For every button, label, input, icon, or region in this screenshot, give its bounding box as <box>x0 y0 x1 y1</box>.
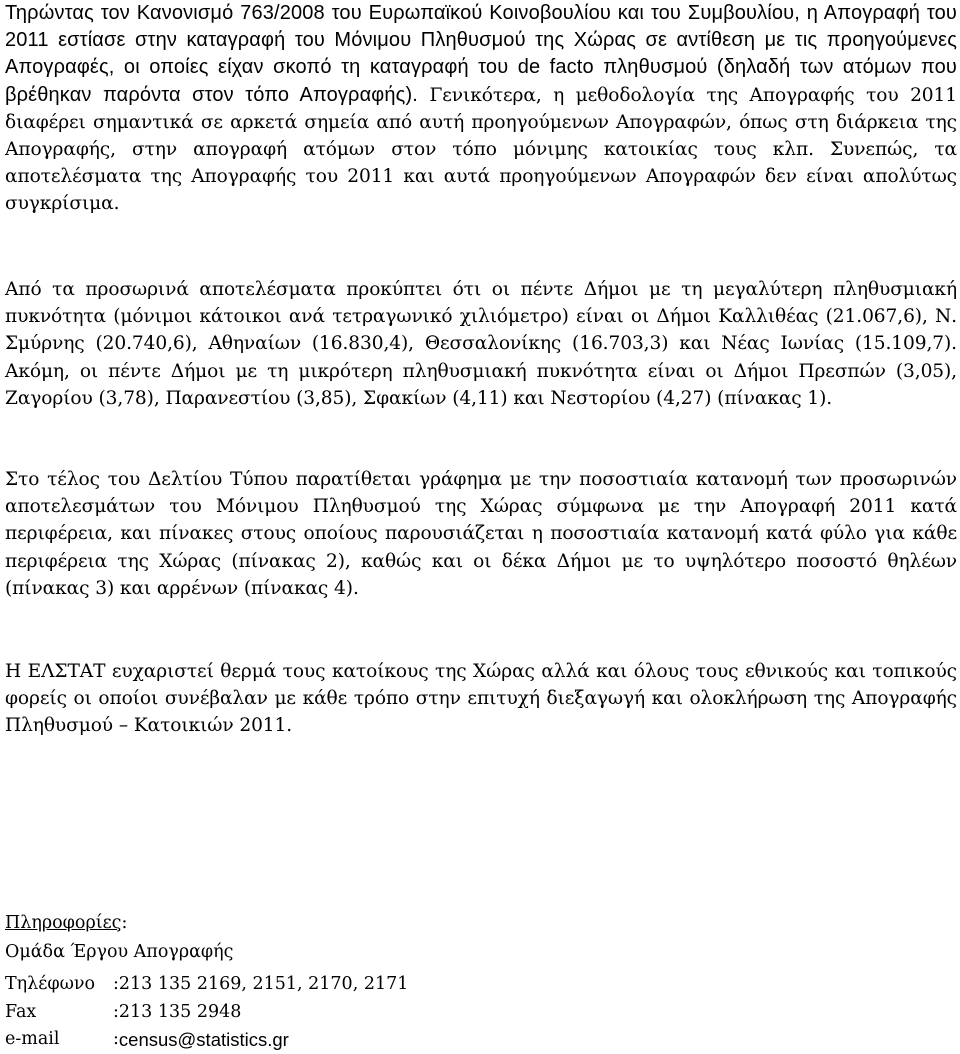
info-title-colon: : <box>121 913 128 933</box>
contact-email-link[interactable]: census@statistics.gr <box>118 1029 289 1050</box>
paragraph-press-release-contents: Στο τέλος του Δελτίου Τύπου παρατίθεται γράφημα με την ποσοστιαία κατανομή των προσωρινών αποτελεσμάτων του Μόνιμου Πληθυσμού της Χώρας σύμφωνα με την Απογραφή 2011 κατά περιφέρεια, και πίνακες στους οποίους παρουσιάζεται η ποσοστιαία κατανομή κατά φύλο για κάθε περιφέρεια της Χώρας (πίνακας 2), καθώς και οι δέκα Δήμοι με το υψηλότερο ποσοστό θηλέων (πίνακας 3) και αρρένων (πίνακας 4). <box>5 469 957 599</box>
paragraph-population-density: Από τα προσωρινά αποτελέσματα προκύπτει ότι οι πέντε Δήμοι με τη μεγαλύτερη πληθυσμιακή πυκνότητα (μόνιμοι κάτοικοι ανά τετραγωνικό χιλιόμετρο) είναι οι Δήμοι Καλλιθέας (21.067,6), Ν. Σμύρνης (20.740,6), Αθηναίων (16.830,4), Θεσσαλονίκης (16.703,3) και Νέας Ιωνίας (15.109,7). Ακόμη, οι πέντε Δήμοι με τη μικρότερη πληθυσμιακή πυκνότητα είναι οι Δήμοι Πρεσπών (3,05), Ζαγορίου (3,78), Παρανεστίου (3,85), Σφακίων (4,11) και Νεστορίου (4,27) (πίνακας 1). <box>5 279 957 409</box>
info-heading <box>5 910 408 936</box>
contact-label-email: e-mail <box>5 1029 60 1049</box>
contact-row-fax <box>5 999 408 1027</box>
paragraph-methodology-text: Γενικότερα, η μεθοδολογία της Απογραφής του 2011 διαφέρει σημαντικά σε αρκετά σημεία από αυτή προηγούμενων Απογραφών, όπως στη διάρκεια της Απογραφής, στην απογραφή ατόμων στον τόπο μόνιμης κατοικίας τους κλπ. Συνεπώς, τα αποτελέσματα της Απογραφής του 2011 και αυτά προηγούμενων Απογραφών δεν είναι απολύτως συγκρίσιμα. <box>5 84 957 215</box>
contact-row-email <box>5 1026 408 1054</box>
contact-info-block <box>5 910 408 1054</box>
paragraph-census-methodology <box>5 0 957 218</box>
paragraph-acknowledgements: Η ΕΛΣΤΑΤ ευχαριστεί θερμά τους κατοίκους της Χώρας αλλά και όλους τους εθνικούς και τοπικούς φορείς οι οποίοι συνέβαλαν με κάθε τρόπο στην επιτυχή διεξαγωγή και ολοκλήρωση της Απογραφής Πληθυσμού – Κατοικιών 2011. <box>5 661 957 737</box>
paragraph-regulation-text: Τηρώντας τον Κανονισμό 763/2008 του Ευρωπαϊκού Κοινοβουλίου και του Συμβουλίου, η Απογραφή του 2011 εστίασε στην καταγραφή του Μόνιμου Πληθυσμού της Χώρας σε αντίθεση με τις προηγούμενες Απογραφές, οι οποίες είχαν σκοπό τη καταγραφή του de facto πληθυσμού (δηλαδή των ατόμων που βρέθηκαν παρόντα στον τόπο Απογραφής). <box>5 2 957 106</box>
contact-value-fax: 213 135 2948 <box>118 1001 242 1022</box>
contact-separator: : <box>113 974 119 994</box>
contact-label-fax: Fax <box>5 1001 37 1022</box>
info-group-name: Ομάδα Έργου Απογραφής <box>5 942 234 962</box>
contact-separator: : <box>113 1029 119 1049</box>
contact-separator: : <box>113 1001 119 1022</box>
contact-row-phone <box>5 971 408 999</box>
contact-label-phone: Τηλέφωνο <box>5 974 96 994</box>
contact-value-phone: 213 135 2169, 2151, 2170, 2171 <box>118 974 409 994</box>
info-title: Πληροφορίες <box>5 913 122 933</box>
